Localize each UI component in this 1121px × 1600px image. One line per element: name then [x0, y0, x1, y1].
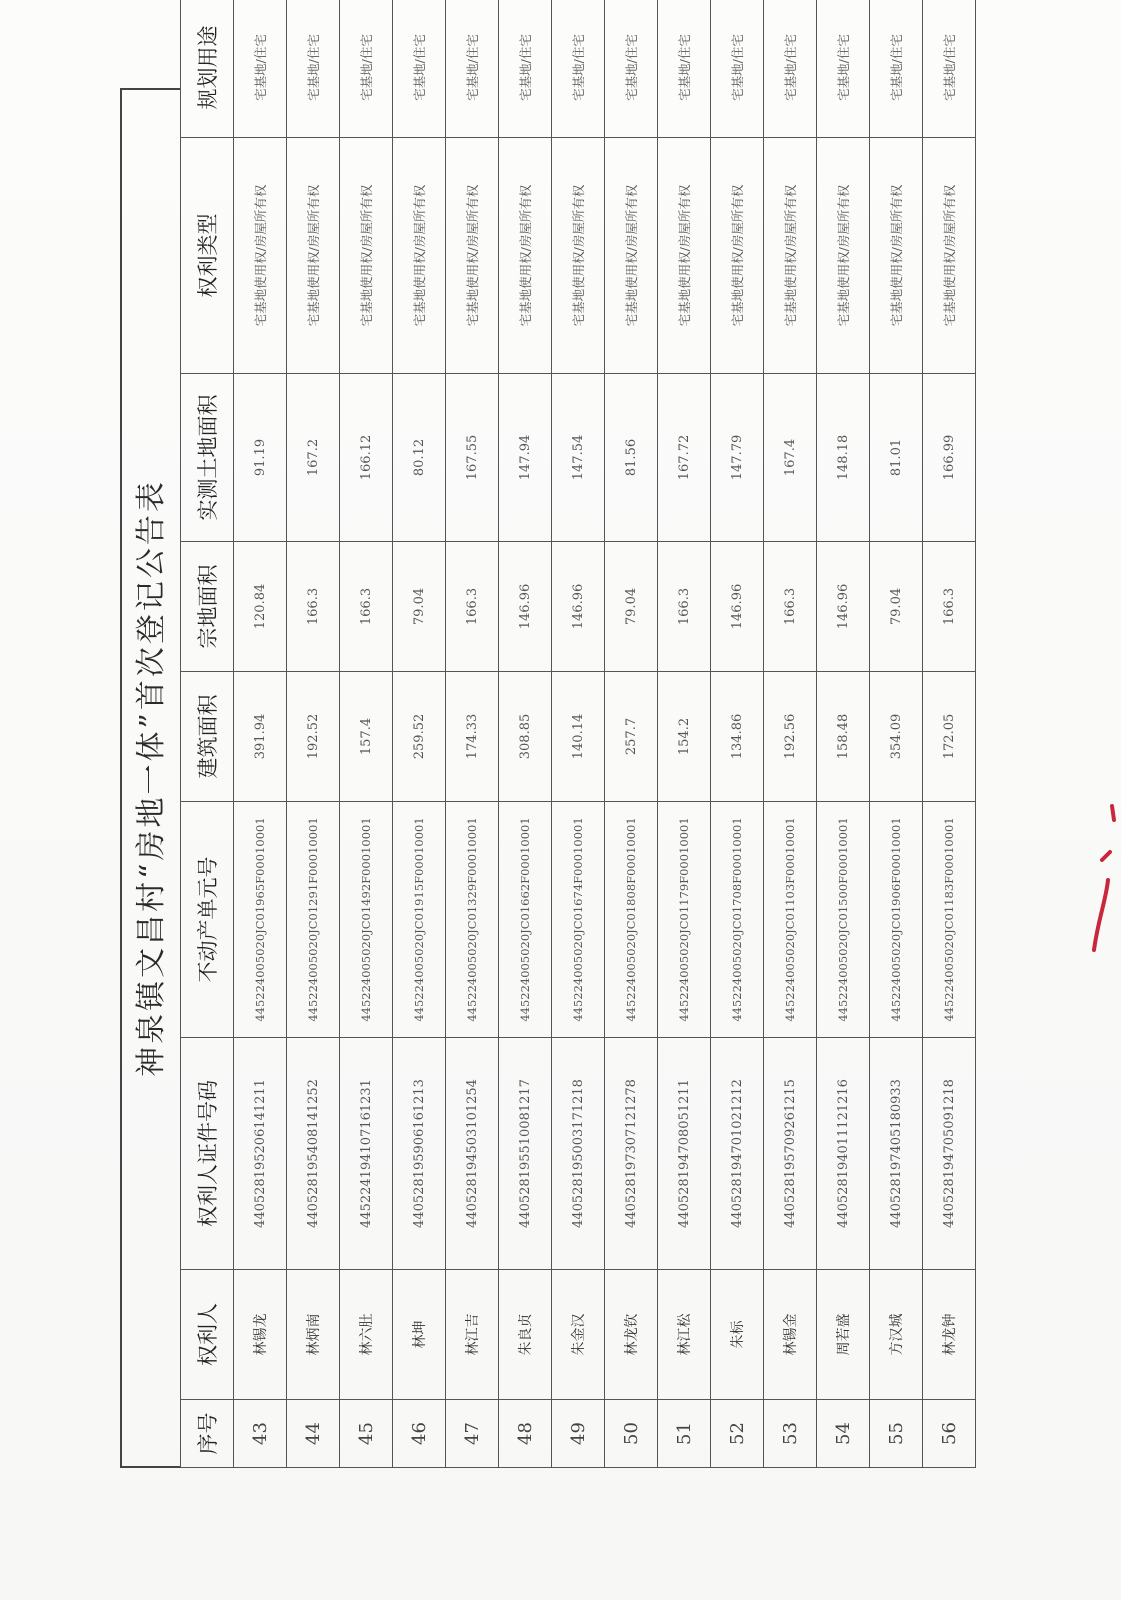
row-seq: 55: [870, 1400, 923, 1468]
row-lot-area: 79.04: [870, 542, 923, 672]
row-building-area: 354.09: [870, 672, 923, 802]
header-surveyed-area: 实测土地面积: [181, 374, 234, 542]
row-surveyed-area: 166.99: [923, 374, 976, 542]
header-lot-area: 宗地面积: [181, 542, 234, 672]
table-row: [234, 0, 287, 1468]
row-lot-area: 166.3: [658, 542, 711, 672]
row-right-type: 宅基地使用权/房屋所有权: [870, 138, 923, 374]
row-unit-number: 445224005020JC01915F00010001: [393, 802, 446, 1038]
table-row: [658, 0, 711, 1468]
table-row: [711, 0, 764, 1468]
row-surveyed-area: 147.79: [711, 374, 764, 542]
row-unit-number: 445224005020JC01183F00010001: [923, 802, 976, 1038]
row-usage: 宅基地/住宅: [923, 0, 976, 138]
table-row: [340, 0, 393, 1468]
row-seq: 45: [340, 1400, 393, 1468]
row-lot-area: 166.3: [923, 542, 976, 672]
row-seq: 54: [817, 1400, 870, 1468]
row-seq: 46: [393, 1400, 446, 1468]
row-unit-number: 445224005020JC01492F00010001: [340, 802, 393, 1038]
row-usage: 宅基地/住宅: [658, 0, 711, 138]
header-seq: 序号: [181, 1400, 234, 1468]
row-id-number: 445224194107161231: [340, 1038, 393, 1270]
table-body: [234, 0, 976, 1468]
row-id-number: 440528194011121216: [817, 1038, 870, 1270]
row-usage: 宅基地/住宅: [870, 0, 923, 138]
row-surveyed-area: 81.56: [605, 374, 658, 542]
row-lot-area: 146.96: [499, 542, 552, 672]
row-seq: 44: [287, 1400, 340, 1468]
table-row: [605, 0, 658, 1468]
row-unit-number: 445224005020JC01103F00010001: [764, 802, 817, 1038]
row-right-type: 宅基地使用权/房屋所有权: [287, 138, 340, 374]
row-owner: 方汉城: [870, 1270, 923, 1400]
table-row: [764, 0, 817, 1468]
row-surveyed-area: 147.54: [552, 374, 605, 542]
row-right-type: 宅基地使用权/房屋所有权: [764, 138, 817, 374]
table-row: [499, 0, 552, 1468]
row-unit-number: 445224005020JC01291F00010001: [287, 802, 340, 1038]
header-right-type: 权利类型: [181, 138, 234, 374]
table-header-row: [181, 0, 234, 1468]
row-usage: 宅基地/住宅: [446, 0, 499, 138]
row-id-number: 440528194701021212: [711, 1038, 764, 1270]
row-unit-number: 445224005020JC01674F00010001: [552, 802, 605, 1038]
table-row: [393, 0, 446, 1468]
row-id-number: 440528195906161213: [393, 1038, 446, 1270]
row-building-area: 192.56: [764, 672, 817, 802]
row-unit-number: 445224005020JC01179F00010001: [658, 802, 711, 1038]
row-owner: 林锡金: [764, 1270, 817, 1400]
row-id-number: 440528195709261215: [764, 1038, 817, 1270]
row-owner: 林六肚: [340, 1270, 393, 1400]
row-right-type: 宅基地使用权/房屋所有权: [340, 138, 393, 374]
row-surveyed-area: 91.19: [234, 374, 287, 542]
row-building-area: 158.48: [817, 672, 870, 802]
row-building-area: 257.7: [605, 672, 658, 802]
row-building-area: 192.52: [287, 672, 340, 802]
table-row: [287, 0, 340, 1468]
row-usage: 宅基地/住宅: [764, 0, 817, 138]
row-lot-area: 166.3: [340, 542, 393, 672]
row-owner: 周若盛: [817, 1270, 870, 1400]
row-right-type: 宅基地使用权/房屋所有权: [234, 138, 287, 374]
table-row: [923, 0, 976, 1468]
row-owner: 朱金汉: [552, 1270, 605, 1400]
row-building-area: 140.14: [552, 672, 605, 802]
row-lot-area: 79.04: [605, 542, 658, 672]
row-id-number: 440528194503101254: [446, 1038, 499, 1270]
row-right-type: 宅基地使用权/房屋所有权: [446, 138, 499, 374]
row-owner: 林龙钦: [605, 1270, 658, 1400]
row-unit-number: 445224005020JC01808F00010001: [605, 802, 658, 1038]
row-seq: 47: [446, 1400, 499, 1468]
table-row: [870, 0, 923, 1468]
row-unit-number: 445224005020JC01662F00010001: [499, 802, 552, 1038]
header-owner: 权利人: [181, 1270, 234, 1400]
row-id-number: 440528195510081217: [499, 1038, 552, 1270]
row-seq: 48: [499, 1400, 552, 1468]
table-row: [817, 0, 870, 1468]
row-lot-area: 166.3: [287, 542, 340, 672]
row-building-area: 174.33: [446, 672, 499, 802]
row-unit-number: 445224005020JC01965F00010001: [234, 802, 287, 1038]
row-right-type: 宅基地使用权/房屋所有权: [552, 138, 605, 374]
row-usage: 宅基地/住宅: [287, 0, 340, 138]
row-building-area: 391.94: [234, 672, 287, 802]
row-id-number: 440528197307121278: [605, 1038, 658, 1270]
row-id-number: 440528197405180933: [870, 1038, 923, 1270]
row-owner: 林江松: [658, 1270, 711, 1400]
header-usage: 规划用途: [181, 0, 234, 138]
row-lot-area: 120.84: [234, 542, 287, 672]
row-id-number: 440528195408141252: [287, 1038, 340, 1270]
row-building-area: 134.86: [711, 672, 764, 802]
row-surveyed-area: 167.55: [446, 374, 499, 542]
row-surveyed-area: 147.94: [499, 374, 552, 542]
row-right-type: 宅基地使用权/房屋所有权: [658, 138, 711, 374]
row-owner: 林江吉: [446, 1270, 499, 1400]
row-seq: 53: [764, 1400, 817, 1468]
row-building-area: 259.52: [393, 672, 446, 802]
row-id-number: 440528194705091218: [923, 1038, 976, 1270]
row-unit-number: 445224005020JC01906F00010001: [870, 802, 923, 1038]
row-usage: 宅基地/住宅: [817, 0, 870, 138]
document-title: 神泉镇文昌村“房地一体”首次登记公告表: [120, 88, 180, 1468]
row-building-area: 157.4: [340, 672, 393, 802]
row-unit-number: 445224005020JC01708F00010001: [711, 802, 764, 1038]
row-owner: 林坤: [393, 1270, 446, 1400]
row-seq: 50: [605, 1400, 658, 1468]
row-seq: 52: [711, 1400, 764, 1468]
row-lot-area: 79.04: [393, 542, 446, 672]
row-right-type: 宅基地使用权/房屋所有权: [817, 138, 870, 374]
row-surveyed-area: 167.4: [764, 374, 817, 542]
row-building-area: 172.05: [923, 672, 976, 802]
row-unit-number: 445224005020JC01329F00010001: [446, 802, 499, 1038]
row-owner: 林锡龙: [234, 1270, 287, 1400]
row-building-area: 154.2: [658, 672, 711, 802]
row-right-type: 宅基地使用权/房屋所有权: [711, 138, 764, 374]
row-lot-area: 146.96: [711, 542, 764, 672]
row-usage: 宅基地/住宅: [711, 0, 764, 138]
row-lot-area: 166.3: [764, 542, 817, 672]
header-building-area: 建筑面积: [181, 672, 234, 802]
table-row: [552, 0, 605, 1468]
row-surveyed-area: 148.18: [817, 374, 870, 542]
row-id-number: 440528195003171218: [552, 1038, 605, 1270]
header-unit-number: 不动产单元号: [181, 802, 234, 1038]
row-usage: 宅基地/住宅: [234, 0, 287, 138]
rotated-document: [120, 25, 965, 1468]
row-usage: 宅基地/住宅: [340, 0, 393, 138]
row-right-type: 宅基地使用权/房屋所有权: [393, 138, 446, 374]
row-lot-area: 166.3: [446, 542, 499, 672]
row-seq: 56: [923, 1400, 976, 1468]
row-surveyed-area: 166.12: [340, 374, 393, 542]
row-owner: 朱良贞: [499, 1270, 552, 1400]
row-surveyed-area: 81.01: [870, 374, 923, 542]
row-owner: 朱标: [711, 1270, 764, 1400]
row-right-type: 宅基地使用权/房屋所有权: [605, 138, 658, 374]
announcement-table: [180, 0, 976, 1468]
row-id-number: 440528195206141211: [234, 1038, 287, 1270]
table-row: [446, 0, 499, 1468]
red-ink-mark: [1084, 800, 1121, 960]
row-id-number: 440528194708051211: [658, 1038, 711, 1270]
row-right-type: 宅基地使用权/房屋所有权: [499, 138, 552, 374]
row-usage: 宅基地/住宅: [605, 0, 658, 138]
row-owner: 林龙钟: [923, 1270, 976, 1400]
row-owner: 林炳南: [287, 1270, 340, 1400]
row-surveyed-area: 167.72: [658, 374, 711, 542]
row-lot-area: 146.96: [552, 542, 605, 672]
row-surveyed-area: 80.12: [393, 374, 446, 542]
row-usage: 宅基地/住宅: [499, 0, 552, 138]
row-building-area: 308.85: [499, 672, 552, 802]
row-unit-number: 445224005020JC01500F00010001: [817, 802, 870, 1038]
row-lot-area: 146.96: [817, 542, 870, 672]
row-seq: 51: [658, 1400, 711, 1468]
row-seq: 49: [552, 1400, 605, 1468]
row-right-type: 宅基地使用权/房屋所有权: [923, 138, 976, 374]
row-surveyed-area: 167.2: [287, 374, 340, 542]
row-usage: 宅基地/住宅: [393, 0, 446, 138]
row-usage: 宅基地/住宅: [552, 0, 605, 138]
row-seq: 43: [234, 1400, 287, 1468]
header-id-number: 权利人证件号码: [181, 1038, 234, 1270]
